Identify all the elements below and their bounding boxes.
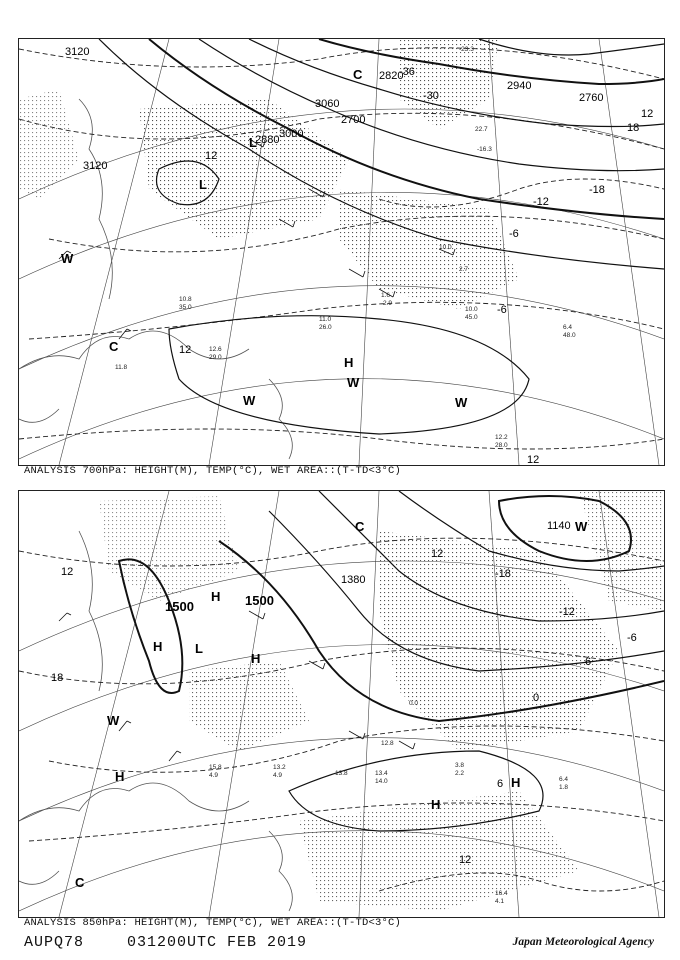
warm-center-label: W [575,519,588,534]
contour-label: 18 [627,122,640,134]
cold-center-label: C [109,339,119,354]
low-pressure-label: L [195,641,203,656]
station-value: 14.0 [375,778,388,785]
contour-label: -18 [495,568,511,580]
contour-label: -18 [589,184,605,196]
high-pressure-label: H [431,797,441,812]
warm-center-label: W [107,713,120,728]
cold-center-label: C [75,875,85,890]
warm-center-label: W [455,395,468,410]
station-value: 10.0 [465,306,478,313]
station-value: 12.8 [381,740,394,747]
station-value: 26.0 [319,324,332,331]
station-value: 6.4 [563,324,573,331]
station-value: 11.0 [319,316,332,323]
caption-850hpa: ANALYSIS 850hPa: HEIGHT(M), TEMP(°C), WET AREA::(T-TD<3°C) [24,917,402,929]
contour-label: 2940 [507,80,532,92]
high-pressure-label: H [344,355,354,370]
station-value: 3.8 [455,762,465,769]
wet-area [99,496,239,601]
contour-label: 12 [431,548,444,560]
warm-center-label: W [347,375,360,390]
contour-label: -12 [559,606,575,618]
station-value: 1.6 [381,292,391,299]
station-value: 10.0 [439,244,452,251]
contour-label: -6 [497,304,507,316]
map-panel-700hpa [18,38,665,466]
contour-label: 2880 [255,134,280,146]
contour-label: 3060 [315,98,340,110]
contour-label: 1500 [245,593,274,608]
station-value: 4.1 [495,898,505,905]
map-panel-850hpa [18,490,665,918]
contour-label: -6 [627,632,637,644]
high-pressure-label: H [251,651,261,666]
station-value: 4.9 [273,772,283,779]
graticule [19,39,664,465]
contour-label: 0 [533,692,540,704]
contour-label: -6 [509,228,519,240]
station-value: 15.8 [209,764,222,771]
station-value: 2.9 [383,300,393,307]
station-value: 45.0 [465,314,478,321]
contour-label: 1380 [341,574,366,586]
high-pressure-label: H [211,589,221,604]
contour-label: 2760 [579,92,604,104]
contour-label: -12 [533,196,549,208]
low-pressure-label: L [199,177,207,192]
wet-area [19,89,79,199]
contour-label: -36 [399,66,415,78]
map-700hpa [19,39,664,465]
wet-area [139,99,349,239]
isotherms [19,48,664,449]
contour-label: 12 [527,454,540,465]
contour-label: 3120 [83,160,108,172]
station-value: 48.0 [563,332,576,339]
station-value: 10.8 [179,296,192,303]
contour-label: 1140 [547,520,571,532]
contour-label: 3120 [65,46,90,58]
station-value: 22.7 [475,126,488,133]
station-value: 2.7 [459,266,469,273]
high-pressure-label: H [153,639,163,654]
contour-label: 12 [459,854,472,866]
station-value: 13.8 [335,770,348,777]
map-850hpa [19,491,664,917]
station-value: 2.2 [455,770,465,777]
station-value: 12.6 [209,346,222,353]
contour-label: 18 [51,672,64,684]
wet-area [399,39,499,129]
contour-label: -30 [423,90,439,102]
station-value: 4.9 [209,772,219,779]
contour-label: 3000 [279,128,304,140]
station-value: 13.2 [273,764,286,771]
station-value: 16.4 [495,890,508,897]
station-value: 1.8 [559,784,569,791]
cold-center-label: C [355,519,365,534]
contour-label: 2700 [341,114,366,126]
low-pressure-label: L [249,135,257,150]
station-value: 35.0 [179,304,192,311]
caption-700hpa: ANALYSIS 700hPa: HEIGHT(M), TEMP(°C), WET AREA::(T-TD<3°C) [24,465,402,477]
high-pressure-label: H [115,769,125,784]
cold-center-label: C [353,67,363,82]
contour-label: 12 [179,344,192,356]
station-value: 12.2 [495,434,508,441]
station-value: 29.0 [209,354,222,361]
warm-center-label: W [243,393,256,408]
contour-label: 2820 [379,70,404,82]
contour-label: 6 [585,656,592,668]
wet-area [579,491,664,611]
station-value: 0.0 [409,700,419,707]
chart-valid-time: 031200UTC FEB 2019 [127,934,308,951]
chart-code: AUPQ78 [24,934,85,951]
station-value: -16.3 [477,146,492,153]
contour-label: 12 [205,150,218,162]
warm-center-label: W [61,251,74,266]
high-pressure-label: H [511,775,521,790]
station-value: 11.8 [115,364,128,371]
station-value: 13.4 [375,770,388,777]
contour-label: 12 [641,108,654,120]
contour-label: 12 [61,566,74,578]
contour-label: 6 [497,778,504,790]
wet-area [379,531,619,751]
agency-name: Japan Meteorological Agency [512,936,654,948]
station-value: 6.4 [559,776,569,783]
station-value: -23.3 [459,46,474,53]
station-value: 28.0 [495,442,508,449]
contour-label: 1500 [165,599,194,614]
